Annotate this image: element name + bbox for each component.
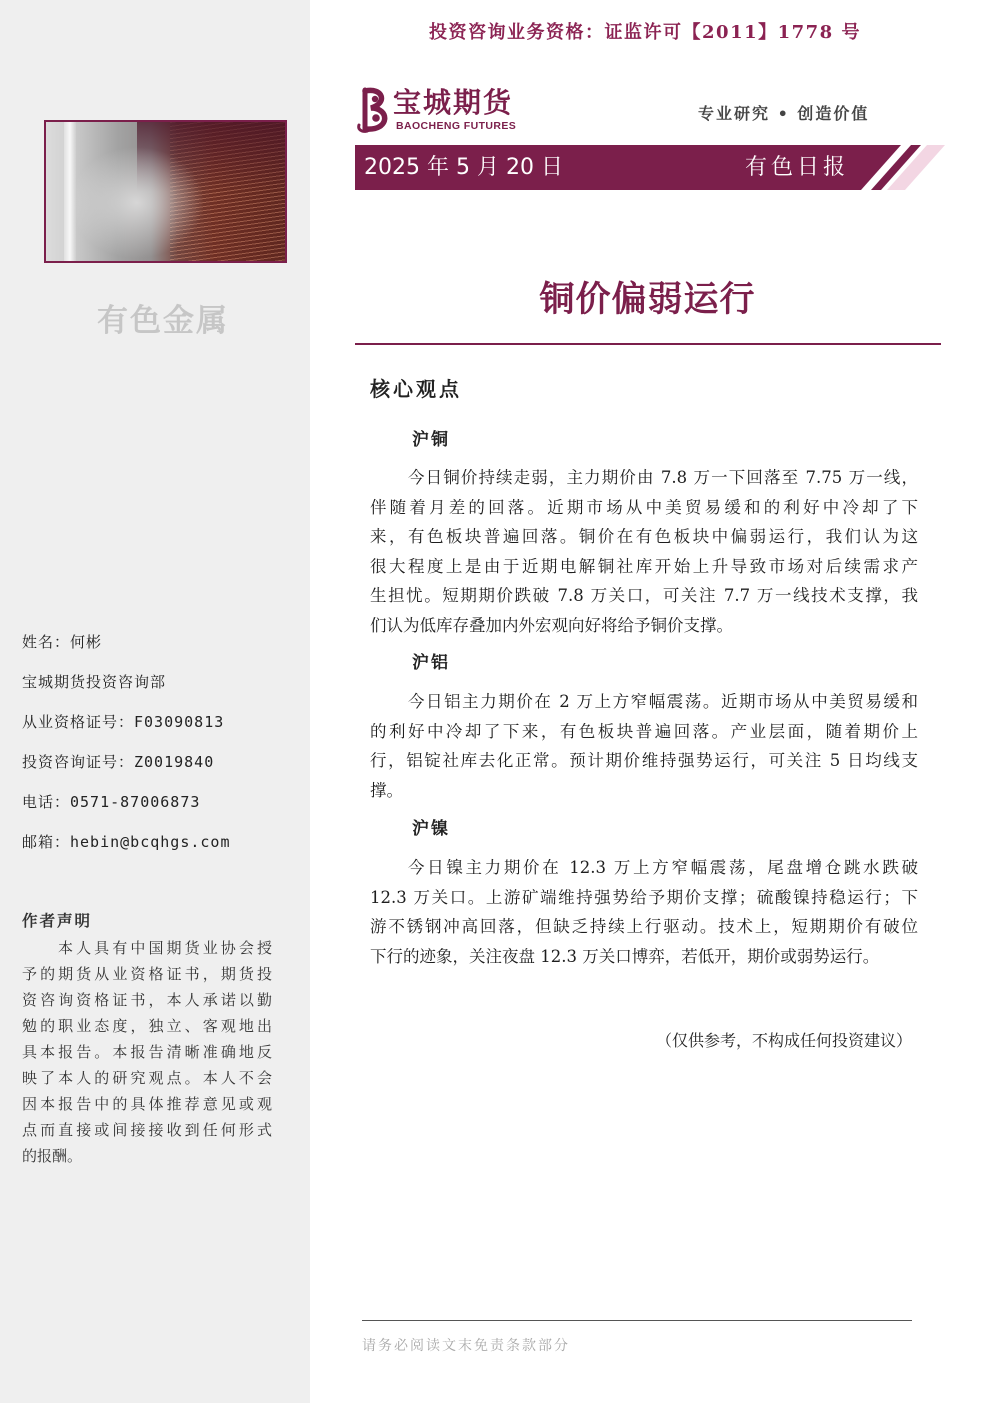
statement-line: 映了本人的研究观点。本人不会 xyxy=(22,1069,272,1087)
section-heading-aluminum: 沪铝 xyxy=(412,653,450,673)
body-line: 今日镍主力期价在 12.3 万上方窄幅震荡，尾盘增仓跳水跌破 xyxy=(408,858,918,877)
statement-line: 点而直接或间接接收到任何形式 xyxy=(22,1121,272,1139)
logo-text-en: BAOCHENG FUTURES xyxy=(396,120,517,132)
body-line: 今日铝主力期价在 2 万上方窄幅震荡。近期市场从中美贸易缓和 xyxy=(408,692,918,711)
statement-line: 资咨询资格证书，本人承诺以勤 xyxy=(22,991,272,1009)
cover-photo xyxy=(44,120,287,263)
footer-divider xyxy=(362,1320,912,1321)
cover-photo-tube xyxy=(64,122,76,261)
section-heading-nickel: 沪镍 xyxy=(412,819,450,839)
report-title: 铜价偏弱运行 xyxy=(539,280,756,320)
category-label: 有色金属 xyxy=(97,303,229,339)
slogan: 专业研究 • 创造价值 xyxy=(698,104,870,123)
statement-body xyxy=(22,935,272,1169)
body-line: 撑。 xyxy=(370,780,403,800)
statement-line: 予的期货从业资格证书，期货投 xyxy=(22,965,272,983)
author-license: 从业资格证号：F03090813 xyxy=(22,713,225,731)
statement-line: 因本报告中的具体推荐意见或观 xyxy=(22,1095,272,1113)
body-line: 很大程度上是由于近期电解铜社库开始上升导致市场对后续需求产 xyxy=(370,556,918,576)
body-line: 游不锈钢冲高回落，但缺乏持续上行驱动。技术上，短期期价有破位 xyxy=(370,917,918,937)
author-email: 邮箱：hebin@bcqhgs.com xyxy=(22,833,231,851)
section-body-aluminum xyxy=(370,687,918,805)
section-body-nickel xyxy=(370,853,918,971)
core-view-title: 核心观点 xyxy=(370,377,462,401)
author-name: 姓名：何彬 xyxy=(22,633,103,651)
section-heading-copper: 沪铜 xyxy=(412,430,450,450)
body-line: 来，有色板块普遍回落。铜价在有色板块中偏弱运行，我们认为这 xyxy=(370,527,918,547)
logo-text-cn: 宝城期货 xyxy=(393,86,514,119)
statement-line: 本人具有中国期货业协会授 xyxy=(58,939,272,957)
statement-title: 作者声明 xyxy=(22,911,93,930)
body-line: 12.3 万关口。上游矿端维持强势给予期价支撑；硫酸镍持稳运行；下 xyxy=(370,887,918,907)
report-type: 有色日报 xyxy=(745,155,850,180)
body-line: 行，铝锭社库去化正常。预计期价维持强势运行，可关注 5 日均线支 xyxy=(370,751,918,771)
qualification-notice: 投资咨询业务资格：证监许可【2011】1778 号 xyxy=(429,22,861,43)
section-body-copper xyxy=(370,463,918,641)
statement-line: 勉的职业态度，独立、客观地出 xyxy=(22,1017,272,1035)
body-line: 的利好中冷却了下来，有色板块普遍回落。产业层面，随着期价上 xyxy=(370,721,918,741)
body-line: 下行的迹象，关注夜盘 12.3 万关口博弈，若低开，期价或弱势运行。 xyxy=(370,946,880,966)
body-line: 今日铜价持续走弱，主力期价由 7.8 万一下回落至 7.75 万一线， xyxy=(408,468,918,487)
footer-notice: 请务必阅读文末免责条款部分 xyxy=(362,1338,570,1354)
body-line: 伴随着月差的回落。近期市场从中美贸易缓和的利好中冷却了下 xyxy=(370,497,918,517)
disclaimer-note: （仅供参考，不构成任何投资建议） xyxy=(655,1031,912,1050)
title-divider xyxy=(355,343,941,345)
statement-line: 具本报告。本报告清晰准确地反 xyxy=(22,1043,272,1061)
baocheng-logo-icon xyxy=(355,85,393,133)
cover-photo-highlight xyxy=(46,122,285,261)
author-advisory-license: 投资咨询证号：Z0019840 xyxy=(22,753,215,771)
report-date: 2025 年 5 月 20 日 xyxy=(364,155,563,180)
statement-line: 的报酬。 xyxy=(22,1147,83,1165)
body-line: 们认为低库存叠加内外宏观向好将给予铜价支撑。 xyxy=(370,615,733,635)
author-phone: 电话：0571-87006873 xyxy=(22,793,201,811)
author-department: 宝城期货投资咨询部 xyxy=(22,673,167,691)
body-line: 生担忧。短期期价跌破 7.8 万关口，可关注 7.7 万一线技术支撑，我 xyxy=(370,586,918,606)
